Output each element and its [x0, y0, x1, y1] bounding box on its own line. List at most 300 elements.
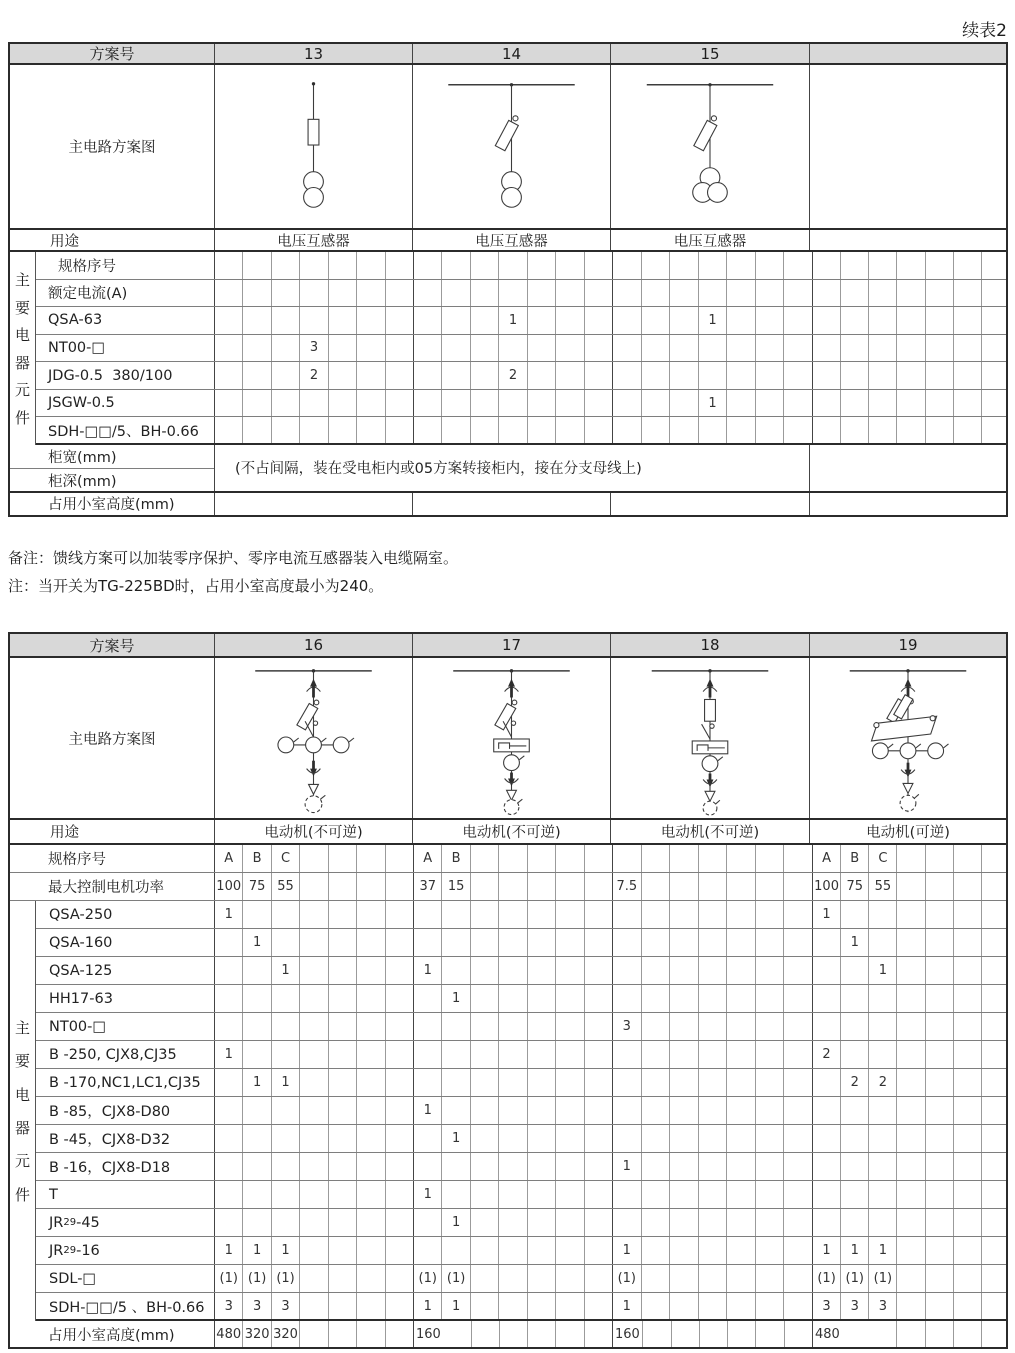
scheme-group: [414, 335, 613, 362]
value-cell: 320: [243, 1321, 271, 1347]
value-cell: [329, 390, 357, 417]
scheme-group: [414, 362, 613, 389]
reversible-motor-starter-diagram: [810, 658, 1006, 818]
scheme-group: [414, 929, 613, 956]
value-cell: [813, 1097, 841, 1124]
value-cell: [556, 362, 584, 389]
value-cell: [784, 929, 812, 956]
table-row: [10, 493, 1006, 515]
value-cell: [329, 1265, 357, 1292]
value-cell: A: [813, 845, 841, 872]
value-cell: [727, 362, 756, 389]
value-cell: [386, 252, 413, 279]
table-row: [36, 417, 1006, 445]
scheme-group: [813, 985, 1009, 1012]
scheme-number: 14: [413, 44, 611, 63]
footnote: 注：当开关为TG-225BD时，占用小室高度最小为240。: [8, 577, 384, 595]
value-cell: [869, 362, 897, 389]
value-cell: [471, 873, 499, 900]
value-cell: [243, 1041, 271, 1068]
value-cell: [727, 901, 756, 928]
scheme-group: [613, 929, 813, 956]
value-cell: [499, 1097, 527, 1124]
value-cell: [756, 362, 785, 389]
value-cell: [215, 1013, 243, 1040]
value-cell: [642, 252, 671, 279]
value-cell: [613, 1209, 642, 1236]
value-cell: [897, 1125, 925, 1152]
value-cell: [243, 417, 271, 443]
value-cell: [982, 1181, 1009, 1208]
value-cell: [499, 957, 527, 984]
value-cell: [642, 901, 671, 928]
usage-value: [810, 230, 1006, 250]
scheme-number: 13: [215, 44, 413, 63]
value-cell: [784, 1153, 812, 1180]
value-cell: [727, 1265, 756, 1292]
value-cell: [300, 1069, 328, 1096]
scheme-group: [414, 1293, 613, 1319]
value-cell: [982, 307, 1009, 334]
value-cell: 55: [869, 873, 897, 900]
value-cell: [556, 1237, 584, 1264]
value-cell: [954, 1153, 982, 1180]
value-cell: [357, 390, 385, 417]
value-cell: [386, 390, 413, 417]
empty-diagram: [810, 65, 1006, 228]
value-cell: [215, 1181, 243, 1208]
component-label: QSA-63: [36, 307, 215, 334]
value-cell: [897, 1153, 925, 1180]
value-cell: [386, 1069, 413, 1096]
value-cell: [784, 1097, 812, 1124]
scheme-group: [613, 1293, 813, 1319]
cabinet-note-block: [10, 445, 1006, 493]
value-cell: [386, 873, 413, 900]
motor-starter-3ct-diagram: [215, 658, 413, 818]
cabinet-label-col: [10, 445, 215, 491]
scheme-group: [414, 1125, 613, 1152]
table-row: [10, 65, 1006, 230]
value-cell: [499, 1237, 527, 1264]
value-cell: [613, 1181, 642, 1208]
value-cell: 7.5: [613, 873, 642, 900]
value-cell: [499, 1181, 527, 1208]
value-cell: [556, 1293, 584, 1319]
value-cell: [471, 280, 499, 307]
scheme-group: [613, 1321, 813, 1347]
value-cell: 1: [272, 1237, 300, 1264]
value-cell: [926, 1013, 954, 1040]
value-cell: [642, 1181, 671, 1208]
value-cell: [813, 1069, 841, 1096]
table-row: [36, 1153, 1006, 1181]
component-label: QSA-125: [36, 957, 215, 984]
value-cell: [869, 280, 897, 307]
value-cell: 3: [869, 1293, 897, 1319]
component-label: HH17-63: [36, 985, 215, 1012]
value-cell: [954, 1097, 982, 1124]
value-cell: [841, 335, 869, 362]
scheme-group: [414, 390, 613, 417]
value-cell: [954, 1069, 982, 1096]
value-cell: (1): [813, 1265, 841, 1292]
value-cell: [357, 901, 385, 928]
scheme-number: 19: [898, 636, 918, 654]
value-cell: [471, 1125, 499, 1152]
table-row: [36, 957, 1006, 985]
scheme-group: [414, 845, 613, 872]
value-cell: [528, 1181, 556, 1208]
value-cell: [670, 1125, 699, 1152]
value-cell: [272, 1097, 300, 1124]
value-cell: [756, 252, 785, 279]
value-cell: [215, 985, 243, 1012]
value-cell: [728, 1321, 756, 1347]
value-cell: [841, 985, 869, 1012]
value-cell: 75: [243, 873, 271, 900]
scheme-header-label: 方案号: [10, 634, 215, 656]
value-cell: [756, 985, 785, 1012]
value-cell: [300, 1237, 328, 1264]
value-cell: [699, 1125, 728, 1152]
value-cell: [329, 280, 357, 307]
value-cell: [699, 1069, 728, 1096]
value-cell: [329, 1181, 357, 1208]
value-cell: [756, 1293, 785, 1319]
switch-fuse-3winding-pt-diagram: [611, 65, 810, 228]
value-cell: [699, 1265, 728, 1292]
value-cell: [528, 985, 556, 1012]
value-cell: [813, 957, 841, 984]
scheme-table-16-19: [8, 632, 1008, 1349]
value-cell: 1: [272, 957, 300, 984]
value-cell: [442, 252, 470, 279]
value-cell: [954, 1209, 982, 1236]
value-cell: 1: [869, 1237, 897, 1264]
value-cell: [329, 1125, 357, 1152]
value-cell: [756, 1097, 785, 1124]
scheme-group: [414, 417, 613, 443]
value-cell: [784, 845, 812, 872]
value-cell: [471, 1097, 499, 1124]
value-cell: [329, 1321, 357, 1347]
value-cell: [756, 873, 785, 900]
value-cell: [869, 1013, 897, 1040]
value-cell: [926, 845, 954, 872]
value-cell: 1: [414, 1097, 442, 1124]
value-cell: 55: [272, 873, 300, 900]
value-cell: [556, 957, 584, 984]
value-cell: [756, 845, 785, 872]
value-cell: [243, 985, 271, 1012]
value-cell: [926, 335, 954, 362]
value-cell: [926, 957, 954, 984]
value-cell: [954, 1013, 982, 1040]
value-cell: [300, 1293, 328, 1319]
value-cell: [442, 1013, 470, 1040]
value-cell: [700, 1321, 728, 1347]
value-cell: [585, 1153, 612, 1180]
value-cell: 37: [414, 873, 442, 900]
value-cell: [499, 1125, 527, 1152]
value-cell: [528, 1265, 556, 1292]
scheme-group: [813, 362, 1009, 389]
value-cell: [329, 1097, 357, 1124]
value-cell: [756, 1181, 785, 1208]
table-row: [36, 1125, 1006, 1153]
value-cell: [528, 1125, 556, 1152]
value-cell: [585, 873, 612, 900]
value-cell: [897, 252, 925, 279]
value-cell: [499, 335, 527, 362]
value-cell: [556, 1125, 584, 1152]
value-cell: [329, 957, 357, 984]
value-cell: [215, 957, 243, 984]
value-cell: [756, 1041, 785, 1068]
value-cell: [756, 901, 785, 928]
value-cell: A: [414, 845, 442, 872]
value-cell: [585, 1013, 612, 1040]
value-cell: [414, 1013, 442, 1040]
scheme-group: [215, 929, 414, 956]
component-label: B -250, CJX8,CJ35: [36, 1041, 215, 1068]
value-cell: [699, 362, 728, 389]
spec-row-label: 最大控制电机功率: [10, 873, 215, 900]
value-cell: 1: [499, 307, 527, 334]
value-cell: [585, 252, 612, 279]
scheme-group: [613, 1153, 813, 1180]
value-cell: [556, 845, 584, 872]
value-cell: [926, 1321, 954, 1347]
value-cell: [784, 1265, 812, 1292]
usage-value: 电动机(不可逆): [413, 820, 611, 843]
value-cell: [243, 252, 271, 279]
value-cell: [670, 845, 699, 872]
table-row: [36, 335, 1006, 363]
value-cell: [471, 845, 499, 872]
value-cell: [727, 1237, 756, 1264]
value-cell: 1: [215, 1237, 243, 1264]
value-cell: 1: [243, 1237, 271, 1264]
value-cell: [784, 957, 812, 984]
value-cell: [784, 985, 812, 1012]
value-cell: [357, 1069, 385, 1096]
value-cell: [272, 417, 300, 443]
value-cell: [897, 1209, 925, 1236]
value-cell: [528, 280, 556, 307]
cabinet-depth-label: 柜深(mm): [48, 474, 117, 491]
value-cell: [471, 1069, 499, 1096]
value-cell: [982, 1013, 1009, 1040]
value-cell: [585, 1293, 612, 1319]
value-cell: [756, 335, 785, 362]
value-cell: [926, 390, 954, 417]
value-cell: [954, 252, 982, 279]
value-cell: C: [869, 845, 897, 872]
usage-value: 电动机(不可逆): [611, 820, 810, 843]
value-cell: [813, 1181, 841, 1208]
value-cell: [442, 1237, 470, 1264]
scheme-group: [813, 1153, 1009, 1180]
table-row: [36, 252, 1006, 280]
value-cell: [300, 1181, 328, 1208]
value-cell: [982, 335, 1009, 362]
value-cell: [756, 1013, 785, 1040]
side-category-label: 主 要 电 器 元 件: [10, 252, 36, 445]
value-cell: [699, 335, 728, 362]
value-cell: [386, 1321, 413, 1347]
value-cell: [585, 390, 612, 417]
value-cell: [982, 957, 1009, 984]
value-cell: [272, 1181, 300, 1208]
value-cell: [243, 957, 271, 984]
value-cell: [329, 1293, 357, 1319]
component-label: SDH-□□/5 、BH-0.66: [36, 1293, 215, 1319]
table-row: [36, 1013, 1006, 1041]
value-cell: [471, 1293, 499, 1319]
value-cell: [841, 1097, 869, 1124]
scheme-group: [813, 1321, 1009, 1347]
value-cell: 1: [243, 1069, 271, 1096]
scheme-group: [215, 307, 414, 334]
value-cell: [357, 1041, 385, 1068]
value-cell: [670, 390, 699, 417]
value-cell: [471, 307, 499, 334]
value-cell: [585, 417, 612, 443]
value-cell: [613, 335, 642, 362]
value-cell: 1: [272, 1069, 300, 1096]
scheme-group: [613, 1125, 813, 1152]
table-row: [36, 1293, 1006, 1321]
value-cell: [954, 901, 982, 928]
value-cell: [642, 1265, 671, 1292]
value-cell: [272, 901, 300, 928]
value-cell: [499, 1041, 527, 1068]
value-cell: [784, 252, 812, 279]
value-cell: [556, 1041, 584, 1068]
value-cell: [499, 1153, 527, 1180]
value-cell: [528, 307, 556, 334]
value-cell: [471, 252, 499, 279]
scheme-group: [215, 1293, 414, 1319]
scheme-group: [215, 1153, 414, 1180]
table-row: [36, 1069, 1006, 1097]
value-cell: [272, 985, 300, 1012]
value-cell: [699, 901, 728, 928]
value-cell: [813, 390, 841, 417]
value-cell: 3: [243, 1293, 271, 1319]
value-cell: [215, 362, 243, 389]
value-cell: [386, 957, 413, 984]
value-cell: [954, 1125, 982, 1152]
usage-value: 电压互感器: [611, 230, 810, 250]
value-cell: [869, 929, 897, 956]
value-cell: [670, 335, 699, 362]
value-cell: 480: [215, 1321, 243, 1347]
value-cell: [982, 929, 1009, 956]
value-cell: [243, 1209, 271, 1236]
value-cell: [727, 1293, 756, 1319]
value-cell: [585, 845, 612, 872]
value-cell: 2: [300, 362, 328, 389]
value-cell: [642, 307, 671, 334]
value-cell: [642, 362, 671, 389]
value-cell: [414, 362, 442, 389]
table-row: [10, 1321, 1006, 1347]
value-cell: [556, 1097, 584, 1124]
value-cell: [954, 873, 982, 900]
component-label: JSGW-0.5: [36, 390, 215, 417]
value-cell: [699, 280, 728, 307]
value-cell: [272, 280, 300, 307]
value-cell: [585, 1209, 612, 1236]
value-cell: [897, 1293, 925, 1319]
scheme-group: [813, 390, 1009, 417]
value-cell: [585, 1237, 612, 1264]
value-cell: [670, 1237, 699, 1264]
value-cell: [329, 1069, 357, 1096]
value-cell: 100: [813, 873, 841, 900]
value-cell: [357, 1153, 385, 1180]
value-cell: [897, 873, 925, 900]
value-cell: 75: [841, 873, 869, 900]
value-cell: [357, 929, 385, 956]
value-cell: [499, 929, 527, 956]
value-cell: [585, 1041, 612, 1068]
value-cell: [813, 280, 841, 307]
value-cell: [300, 280, 328, 307]
value-cell: [954, 362, 982, 389]
value-cell: [727, 929, 756, 956]
scheme-group: [215, 1041, 414, 1068]
value-cell: [642, 1237, 671, 1264]
value-cell: [386, 417, 413, 443]
value-cell: [300, 1321, 328, 1347]
scheme-group: [813, 1293, 1009, 1319]
value-cell: [784, 1293, 812, 1319]
value-cell: [841, 1013, 869, 1040]
value-cell: [841, 1125, 869, 1152]
value-cell: [357, 362, 385, 389]
value-cell: [471, 1209, 499, 1236]
value-cell: [613, 845, 642, 872]
value-cell: [672, 1321, 700, 1347]
value-cell: [954, 1321, 982, 1347]
value-cell: [357, 1293, 385, 1319]
value-cell: [329, 901, 357, 928]
scheme-group: [215, 390, 414, 417]
value-cell: 1: [414, 1293, 442, 1319]
value-cell: [442, 390, 470, 417]
value-cell: [613, 901, 642, 928]
value-cell: [556, 1265, 584, 1292]
value-cell: [215, 307, 243, 334]
value-cell: [556, 280, 584, 307]
value-cell: [215, 1125, 243, 1152]
value-cell: [556, 929, 584, 956]
scheme-group: [613, 390, 813, 417]
value-cell: [642, 1097, 671, 1124]
value-cell: [329, 1237, 357, 1264]
value-cell: [442, 280, 470, 307]
value-cell: [471, 985, 499, 1012]
value-cell: [471, 1153, 499, 1180]
value-cell: [670, 417, 699, 443]
continued-table-label: 续表2: [962, 21, 1007, 41]
value-cell: [841, 252, 869, 279]
value-cell: (1): [442, 1265, 470, 1292]
